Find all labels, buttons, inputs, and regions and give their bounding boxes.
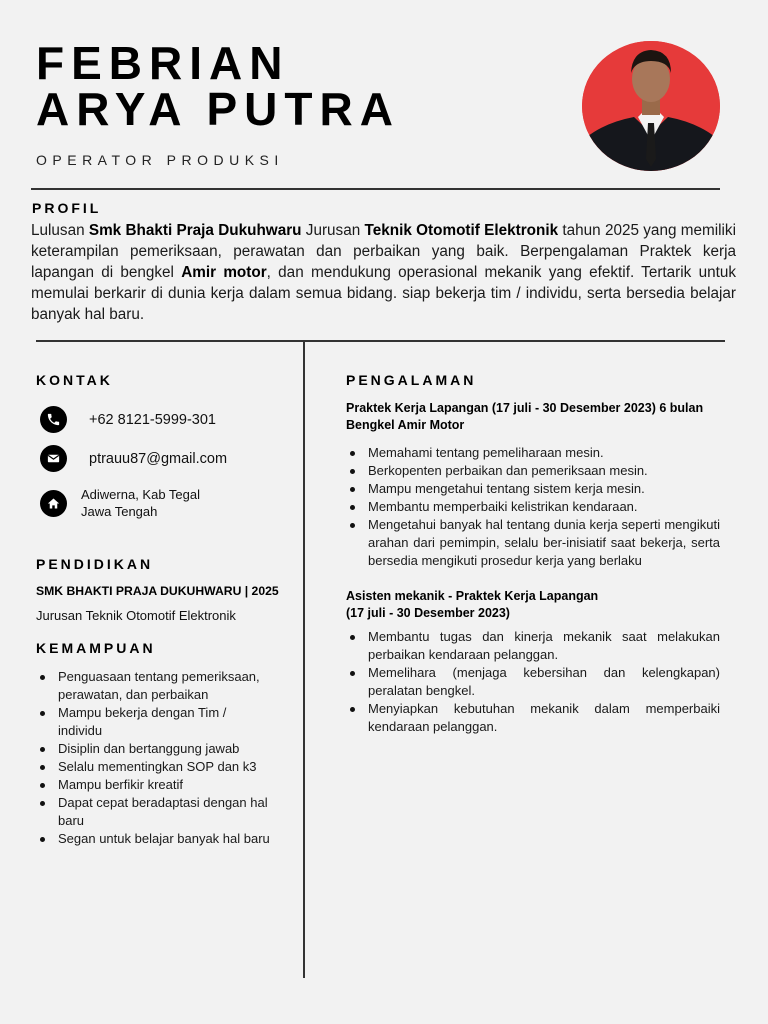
- experience-item: Mengetahui banyak hal tentang dunia kerja seperti mengikuti arahan dari pemimpin, selalu ber-inisiatif saat bekerja, serta bersedia mengikuti prosedur kerja yang berlaku: [346, 516, 720, 570]
- experience-item: Berkopenten perbaikan dan pemeriksaan mesin.: [346, 462, 720, 480]
- kemampuan-heading: KEMAMPUAN: [36, 640, 156, 656]
- left-column: [36, 372, 286, 848]
- profil-text-part: tahun 2025 yang memiliki keterampilan pemeriksaan, perawatan dan perbaikan yang baik. Berpengalaman Praktek kerja lapangan di bengkel: [31, 222, 736, 281]
- contact-email: [40, 445, 286, 472]
- candidate-name: [36, 37, 400, 135]
- pendidikan-heading: PENDIDIKAN: [36, 556, 154, 572]
- email-icon: [40, 445, 67, 472]
- skills-list: [36, 668, 272, 848]
- job-title: OPERATOR PRODUKSI: [36, 152, 284, 168]
- skill-item: Mampu berfikir kreatif: [36, 776, 272, 794]
- profil-text-part: , dan mendukung operasional mekanik yang efektif. Tertarik untuk memulai berkarir di dunia kerja dalam semua bidang. siap bekerja tim / individu, serta bersedia belajar banyak hal baru.: [31, 264, 737, 323]
- name-line-1: FEBRIAN: [36, 37, 290, 89]
- experience-2-title-line-2: (17 juli - 30 Desember 2023): [346, 606, 510, 620]
- name-line-2: ARYA PUTRA: [36, 83, 400, 135]
- profil-workshop: Amir motor: [181, 264, 267, 281]
- profil-text-part: Lulusan: [31, 222, 89, 239]
- kontak-heading: KONTAK: [36, 372, 113, 388]
- profil-text-part: Jurusan: [301, 222, 365, 239]
- experience-item: Memelihara (menjaga kebersihan dan kelengkapan) peralatan bengkel.: [346, 664, 720, 700]
- portrait-image: [582, 41, 720, 171]
- profil-text: [31, 220, 736, 325]
- skill-item: Mampu bekerja dengan Tim / individu: [36, 704, 272, 740]
- profil-heading: PROFIL: [32, 200, 102, 216]
- skill-item: Segan untuk belajar banyak hal baru: [36, 830, 272, 848]
- phone-number[interactable]: +62 8121-5999-301: [89, 411, 216, 428]
- experience-1-list: [346, 444, 720, 570]
- education-school: SMK BHAKTI PRAJA DUKUHWARU | 2025: [36, 584, 279, 598]
- experience-2-list: [346, 628, 720, 736]
- home-icon: [40, 490, 67, 517]
- profil-divider: [36, 340, 725, 342]
- skill-item: Penguasaan tentang pemeriksaan, perawatan, dan perbaikan: [36, 668, 272, 704]
- address: [81, 486, 200, 520]
- profile-photo: [582, 41, 720, 171]
- address-line-1: Adiwerna, Kab Tegal: [81, 487, 201, 502]
- header-divider: [31, 188, 720, 190]
- experience-item: Membantu tugas dan kinerja mekanik saat melakukan perbaikan kendaraan pelanggan.: [346, 628, 720, 664]
- right-column: [346, 372, 720, 736]
- experience-item: Menyiapkan kebutuhan mekanik dalam memperbaiki kendaraan pelanggan.: [346, 700, 720, 736]
- experience-item: Memahami tentang pemeliharaan mesin.: [346, 444, 720, 462]
- skill-item: Disiplin dan bertanggung jawab: [36, 740, 272, 758]
- experience-2-title-line-1: Asisten mekanik - Praktek Kerja Lapangan: [346, 589, 599, 603]
- experience-1-title: Praktek Kerja Lapangan (17 juli - 30 Desember 2023) 6 bulan Bengkel Amir Motor: [346, 401, 704, 432]
- contact-address: [40, 486, 286, 520]
- contact-phone: [40, 406, 286, 433]
- column-divider: [303, 342, 305, 978]
- experience-item: Mampu mengetahui tentang sistem kerja mesin.: [346, 480, 720, 498]
- skill-item: Selalu mementingkan SOP dan k3: [36, 758, 272, 776]
- pengalaman-heading: PENGALAMAN: [346, 372, 477, 388]
- education-major: Jurusan Teknik Otomotif Elektronik: [36, 608, 236, 623]
- skill-item: Dapat cepat beradaptasi dengan hal baru: [36, 794, 272, 830]
- experience-2-title: [346, 588, 720, 622]
- email-address[interactable]: ptrauu87@gmail.com: [89, 450, 228, 467]
- profil-major: Teknik Otomotif Elektronik: [364, 222, 559, 239]
- phone-icon: [40, 406, 67, 433]
- address-line-2: Jawa Tengah: [81, 504, 158, 519]
- profil-school: Smk Bhakti Praja Dukuhwaru: [88, 222, 302, 239]
- experience-item: Membantu memperbaiki kelistrikan kendaraan.: [346, 498, 720, 516]
